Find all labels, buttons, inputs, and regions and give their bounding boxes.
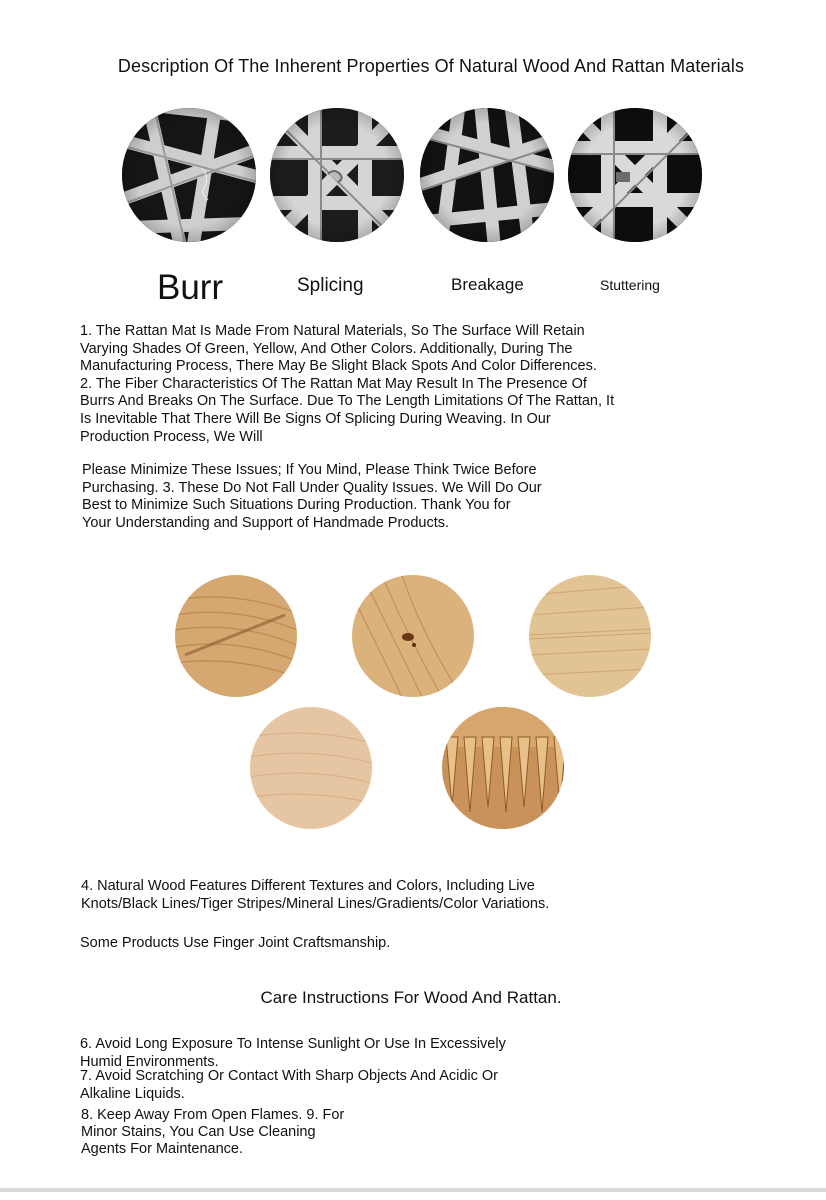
bottom-divider [0,1188,826,1192]
rattan-label-splicing: Splicing [297,275,364,296]
care-item-8: 8. Keep Away From Open Flames. 9. For Minor Stains, You Can Use Cleaning Agents For Maintenance. [81,1107,345,1157]
rattan-label-stuttering: Stuttering [600,277,660,293]
page-title: Description Of The Inherent Properties Of Natural Wood And Rattan Materials [117,56,745,76]
rattan-notes-paragraph-1: 1. The Rattan Mat Is Made From Natural Materials, So The Surface Will Retain Varying Shades Of Green, Yellow, And Other Colors. Additionally, During The Manufacturing Process, There May Be Slight Black Spots And Color Differences. 2. The Fiber Characteristics Of The Rattan Mat May Result In The Presence Of Burrs And Breaks On The Surface. Due To The Length Limitations Of The Rattan, It Is Inevitable That There Will Be Signs Of Splicing During Weaving. In Our Production Process, We Will [80,323,615,445]
rattan-breakage-image [420,108,554,242]
rattan-label-burr: Burr [157,268,224,307]
rattan-label-breakage: Breakage [451,275,524,294]
wood-grain-knot-image [175,575,297,697]
rattan-burr-image [122,108,256,242]
wood-finger-joint-image [442,707,564,829]
care-instructions-title: Care Instructions For Wood And Rattan. [260,988,562,1007]
care-item-6: 6. Avoid Long Exposure To Intense Sunlight Or Use In Excessively Humid Environments. [80,1036,506,1070]
wood-light-grain-image [250,707,372,829]
rattan-notes-paragraph-2: Please Minimize These Issues; If You Mind, Please Think Twice Before Purchasing. 3. These Do Not Fall Under Quality Issues. We Will Do Our Best to Minimize Such Situations During Production. Thank You for Your Understanding and Support of Handmade Products. [82,462,542,531]
rattan-stuttering-image [568,108,702,242]
wood-live-knot-image [352,575,474,697]
finger-joint-note: Some Products Use Finger Joint Craftsmanship. [80,935,391,951]
care-item-7: 7. Avoid Scratching Or Contact With Sharp Objects And Acidic Or Alkaline Liquids. [80,1068,499,1102]
wood-notes-paragraph: 4. Natural Wood Features Different Textures and Colors, Including Live Knots/Black Lines/Tiger Stripes/Mineral Lines/Gradients/Color Variations. [81,878,550,912]
wood-straight-grain-image [529,575,651,697]
rattan-splicing-image [270,108,404,242]
